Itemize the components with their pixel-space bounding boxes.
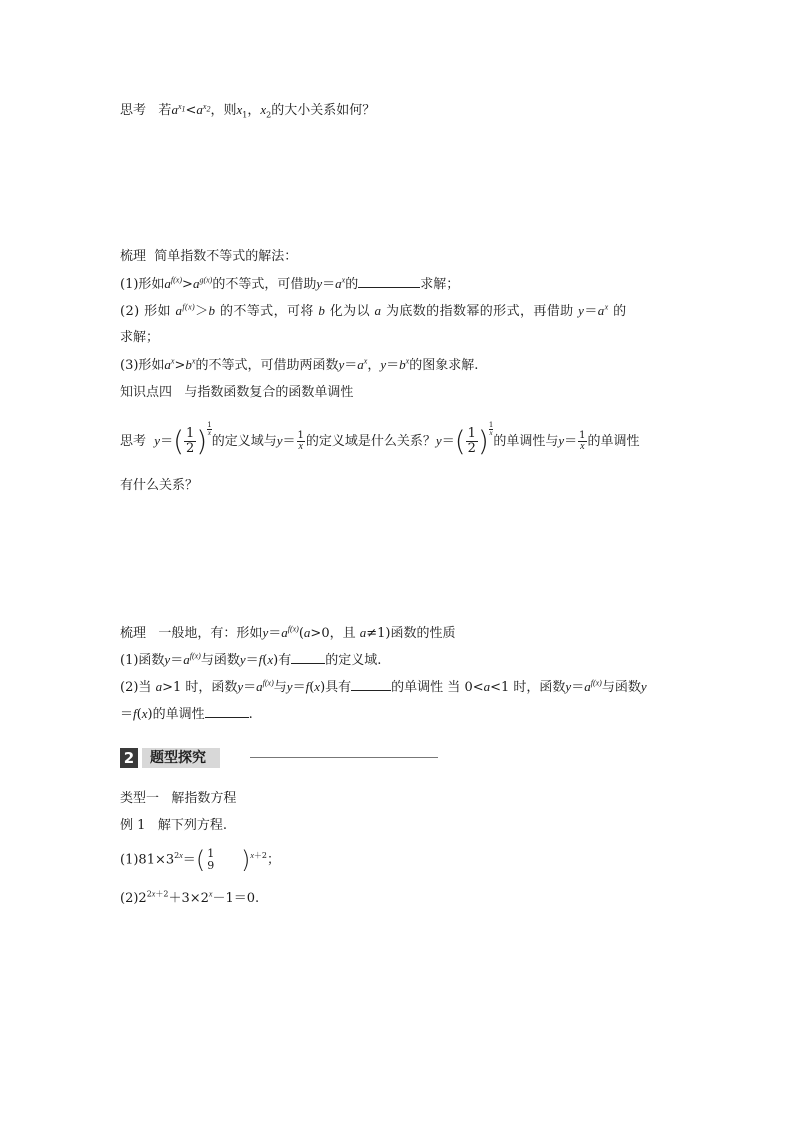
summary-1-item-2: (2) 形如 $a^{f(x)}>b$ 的不等式，可将 b 化为以 a 为底数的指数幂的形式，再借助 $y=a^x$ 的 (120, 302, 627, 319)
section-header (120, 748, 438, 768)
summary-2-item-2: (2)当 a>1 时，函数$y=a^{f(x)}$与y＝f(x)具有 的单调性 当 0<a<1 时，函数$y=a^{f(x)}$与函数y (120, 678, 647, 695)
fill-blank[interactable] (351, 678, 391, 691)
summary-2-item-1: (1)函数$y=a^{f(x)}$与函数y＝f(x)有 的定义域. (120, 651, 382, 668)
think-question-1: 思考 若$a^{x_1}<a^{x_2}$，则$x_1$，$x_2$的大小关系如何？ (120, 101, 376, 120)
example-1-equation-2: $(2)2^{2x+2}+3\times 2^x-1=0$. (120, 889, 260, 906)
example-1-equation-1: $(1)81\times 3^{2x}=$( 1 9 )$^{x+2}$； (120, 846, 281, 874)
summary-1-item-3: (3)形如$a^x>b^x$的不等式，可借助两函数$y=a^x$，$y=b^x$的图象求解. (120, 356, 479, 373)
fill-blank[interactable] (291, 651, 325, 664)
section-divider (250, 757, 438, 758)
summary-1-item-2-cont: 求解； (120, 330, 160, 345)
think-question-2: 思考 y＝( $\frac{1}{2}$ ) $\frac{1}{x}$的定义域与y＝ $\frac{1}{x}$ 的定义域是什么关系？y＝( $\frac{1}{2}$ ) $\frac{1}{x}$的单调性与y＝ $\frac{1}{x}$ 的单调性 (120, 421, 640, 458)
summary-1-title: 梳理 简单指数不等式的解法： (120, 249, 298, 264)
section-number: 2 (120, 748, 138, 768)
summary-2-item-2-cont: ＝f(x)的单调性 . (120, 706, 253, 722)
section-title: 题型探究 (142, 748, 220, 768)
example-1-heading: 例 1 解下列方程. (120, 818, 227, 833)
summary-2-title: 梳理 一般地，有：形如$y=a^{f(x)}(a>0$，且 a≠1)函数的性质 (120, 624, 456, 641)
fill-blank[interactable] (205, 705, 249, 718)
fill-blank[interactable] (358, 275, 420, 288)
think-question-2-cont: 有什么关系？ (120, 478, 199, 493)
type-1-heading: 类型一 解指数方程 (120, 791, 237, 806)
summary-1-item-1: (1)形如$a^{f(x)}>a^{g(x)}$的不等式，可借助$y=a^x$的 求解； (120, 275, 460, 292)
think-label: 思考 (120, 103, 147, 118)
knowledge-point-4: 知识点四 与指数函数复合的函数单调性 (120, 385, 354, 400)
